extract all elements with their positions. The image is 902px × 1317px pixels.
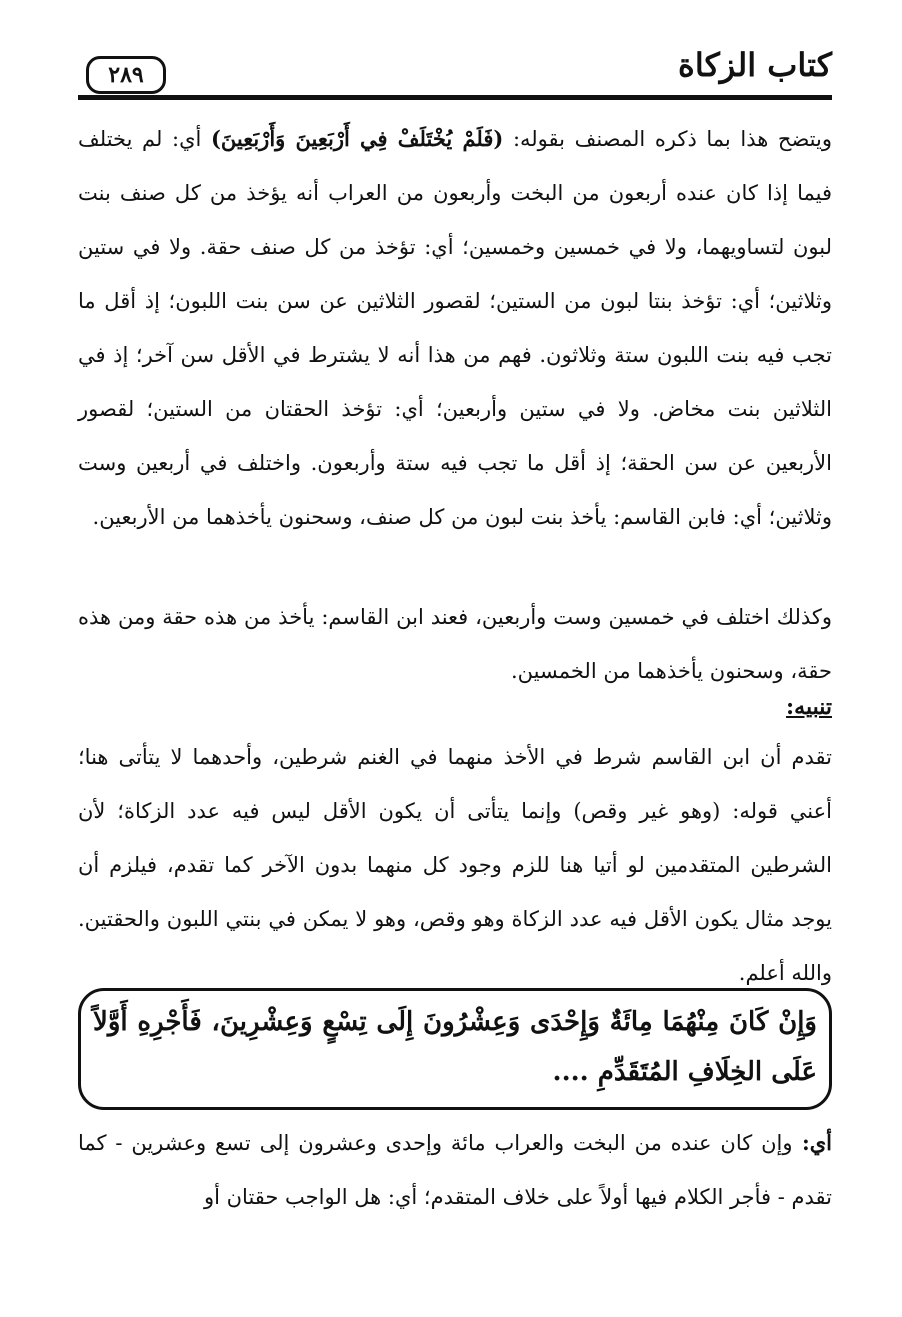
paragraph-1 bbox=[78, 112, 832, 544]
page-header bbox=[78, 40, 832, 96]
paragraph-4 bbox=[78, 1116, 832, 1224]
paragraph-3: تقدم أن ابن القاسم شرط في الأخذ منهما في الغنم شرطين، وأحدهما لا يتأتى هنا؛ أعني قوله: (وهو غير وقص) وإنما يتأتى أن يكون الأقل ليس فيه عدد الزكاة؛ لأن الشرطين المتقدمين لو أتيا هنا للزم وجود كل منهما بدون الآخر كما تقدم، فيلزم أن يوجد مثال يكون الأقل فيه عدد الزكاة وهو وقص، وهو لا يمكن في بنتي اللبون والحقتين. والله أعلم. bbox=[78, 745, 832, 985]
paragraph-4-lead: أي: bbox=[792, 1130, 832, 1155]
book-title: كتاب الزكاة bbox=[678, 46, 832, 84]
section-heading: تنبيه: bbox=[786, 694, 832, 720]
paragraph-1-body: أي: لم يختلف فيما إذا كان عنده أربعون من البخت وأربعون من العراب أنه يؤخذ من كل صنف بنت لبون لتساويهما، ولا في خمسين وخمسين؛ أي: تؤخذ من كل صنف حقة. ولا في ستين وثلاثين؛ أي: تؤخذ بنتا لبون من الستين؛ لقصور الثلاثين عن سن بنت اللبون؛ إذ أقل ما تجب فيه بنت اللبون ستة وثلاثون. فهم من هذا أنه لا يشترط في الأقل سن آخر؛ إذ في الثلاثين بنت مخاض. ولا في ستين وأربعين؛ أي: تؤخذ الحقتان من الستين؛ لقصور الأربعين عن سن الحقة؛ إذ أقل ما تجب فيه ستة وأربعون. واختلف في أربعين وست وثلاثين؛ أي: فابن القاسم: يأخذ بنت لبون من كل صنف، وسحنون يأخذهما من الأربعين. bbox=[78, 127, 833, 529]
header-rule bbox=[78, 95, 832, 100]
paragraph-4-body: وإن كان عنده من البخت والعراب مائة وإحدى وعشرون إلى تسع وعشرين - كما تقدم - فأجر الكلام فيها أولاً على خلاف المتقدم؛ أي: هل الواجب حقتان أو bbox=[78, 1131, 832, 1209]
matn-box-text: وَإِنْ كَانَ مِنْهُمَا مِائَةٌ وَإِحْدَى وَعِشْرُونَ إِلَى تِسْعٍ وَعِشْرِينَ، فَأَجْرِهِ أَوَّلاً عَلَى الخِلَافِ المُتَقَدِّمِ .... bbox=[93, 1007, 817, 1087]
page-number: ٢٨٩ bbox=[86, 56, 166, 94]
paragraph-2: وكذلك اختلف في خمسين وست وأربعين، فعند ابن القاسم: يأخذ من هذه حقة ومن هذه حقة، وسحنون يأخذهما من الخمسين. bbox=[78, 605, 832, 683]
matn-quote: (فَلَمْ يُخْتَلَفْ فِي أَرْبَعِينَ وَأَرْبَعِينَ) bbox=[210, 126, 504, 151]
paragraph-1-lead: ويتضح هذا بما ذكره المصنف بقوله: bbox=[503, 127, 832, 151]
matn-box bbox=[78, 988, 832, 1110]
